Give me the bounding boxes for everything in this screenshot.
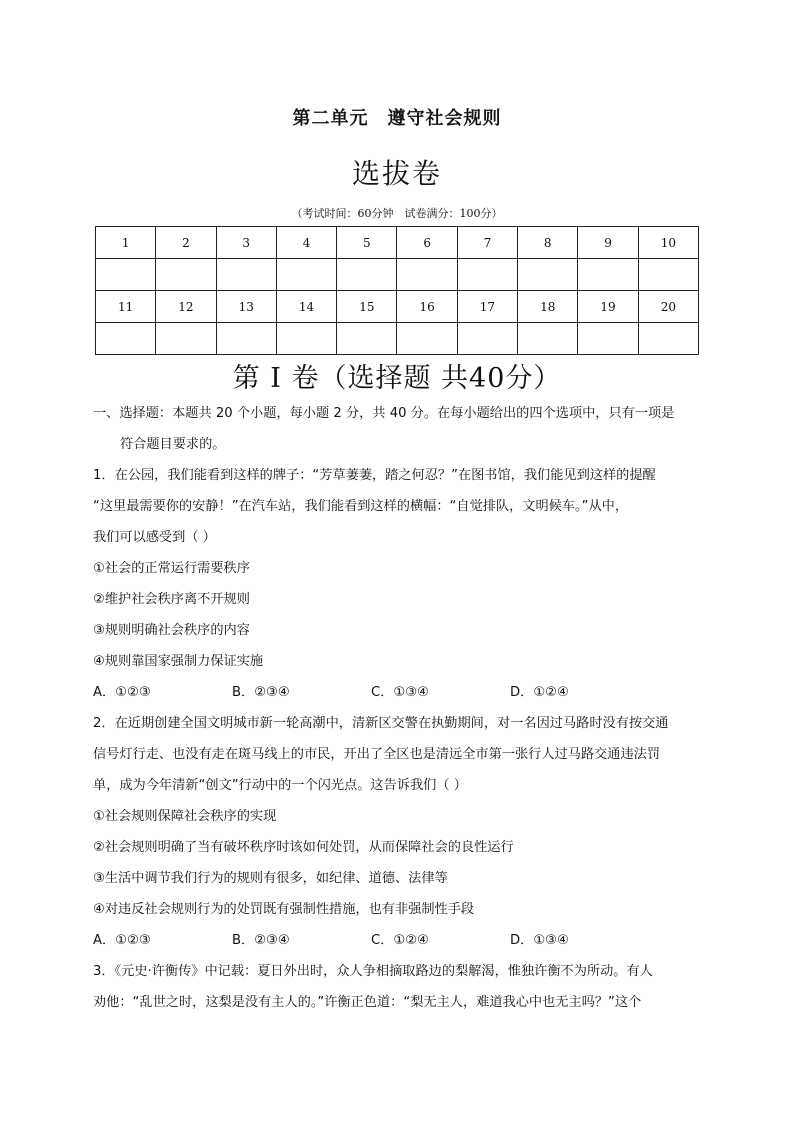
answer-grid (95, 226, 699, 355)
grid-number: 12 (156, 291, 216, 323)
statement-item: ②维护社会秩序离不开规则 (93, 592, 250, 607)
answer-cell (457, 323, 517, 355)
answer-choices (93, 677, 705, 708)
grid-number: 8 (518, 227, 578, 259)
choice-c: C．①②④ (371, 933, 429, 948)
answer-cell (397, 259, 457, 291)
answer-cell (638, 323, 698, 355)
grid-number: 15 (337, 291, 397, 323)
answer-cell (337, 259, 397, 291)
answer-cell (638, 259, 698, 291)
question-stem: 劝他：“乱世之时，这梨是没有主人的。”许衡正色道：“梨无主人，难道我心中也无主吗？”这个 (93, 995, 642, 1010)
answer-cell (276, 323, 336, 355)
answer-cell (518, 259, 578, 291)
question-1 (93, 460, 705, 708)
question-stem: 单，成为今年清新“创文”行动中的一个闪光点。这告诉我们（ ） (93, 778, 467, 793)
answer-grid-number-row (96, 291, 699, 323)
grid-number: 11 (96, 291, 156, 323)
question-2 (93, 708, 705, 956)
answer-choices (93, 925, 705, 956)
choice-b: B．②③④ (232, 685, 290, 700)
grid-number: 10 (638, 227, 698, 259)
paper-title: 选拔卷 (351, 157, 442, 190)
statement-item: ④对违反社会规则行为的处罚既有强制性措施，也有非强制性手段 (93, 902, 475, 917)
answer-grid-blank-row (96, 259, 699, 291)
answer-cell (156, 259, 216, 291)
section-title: 第 I 卷（选择题 共40分） (232, 363, 562, 394)
grid-number: 4 (276, 227, 336, 259)
answer-cell (276, 259, 336, 291)
choice-a: A．①②③ (93, 933, 151, 948)
answer-cell (518, 323, 578, 355)
grid-number: 18 (518, 291, 578, 323)
grid-number: 20 (638, 291, 698, 323)
answer-cell (216, 259, 276, 291)
grid-number: 2 (156, 227, 216, 259)
grid-number: 1 (96, 227, 156, 259)
grid-number: 9 (578, 227, 638, 259)
question-3 (93, 956, 705, 1018)
statement-item: ②社会规则明确了当有破坏秩序时该如何处罚，从而保障社会的良性运行 (93, 840, 514, 855)
statement-item: ③生活中调节我们行为的规则有很多，如纪律、道德、法律等 (93, 871, 448, 886)
statement-item: ③规则明确社会秩序的内容 (93, 623, 250, 638)
question-stem: “这里最需要你的安静！”在汽车站，我们能看到这样的横幅：“自觉排队，文明候车。”从中， (93, 499, 629, 514)
instruction-text: 一、选择题：本题共 20 个小题，每小题 2 分，共 40 分。在每小题给出的四个选项中，只有一项是 (93, 406, 675, 421)
grid-number: 19 (578, 291, 638, 323)
grid-number: 16 (397, 291, 457, 323)
answer-grid-number-row (96, 227, 699, 259)
question-stem: 2．在近期创建全国文明城市新一轮高潮中，清新区交警在执勤期间，对一名因过马路时没有按交通 (93, 716, 669, 731)
answer-cell (457, 259, 517, 291)
choice-d: D．①③④ (510, 933, 569, 948)
statement-item: ①社会的正常运行需要秩序 (93, 561, 250, 576)
grid-number: 5 (337, 227, 397, 259)
answer-cell (578, 259, 638, 291)
choice-a: A．①②③ (93, 685, 151, 700)
grid-number: 3 (216, 227, 276, 259)
choice-d: D．①②④ (510, 685, 569, 700)
exam-info: （考试时间：60分钟 试卷满分：100分） (291, 207, 503, 220)
answer-cell (96, 323, 156, 355)
statement-item: ①社会规则保障社会秩序的实现 (93, 809, 277, 824)
unit-title: 第二单元 遵守社会规则 (292, 108, 502, 129)
question-content (93, 398, 705, 1018)
answer-grid-blank-row (96, 323, 699, 355)
grid-number: 17 (457, 291, 517, 323)
grid-number: 13 (216, 291, 276, 323)
grid-number: 6 (397, 227, 457, 259)
grid-number: 14 (276, 291, 336, 323)
answer-cell (96, 259, 156, 291)
choice-c: C．①③④ (371, 685, 429, 700)
choice-b: B．②③④ (232, 933, 290, 948)
instruction-text: 符合题目要求的。 (120, 437, 226, 452)
grid-number: 7 (457, 227, 517, 259)
answer-cell (397, 323, 457, 355)
question-stem: 3．《元史·许衡传》中记载：夏日外出时，众人争相摘取路边的梨解渴，惟独许衡不为所动。有人 (93, 964, 653, 979)
answer-cell (578, 323, 638, 355)
answer-cell (216, 323, 276, 355)
question-stem: 信号灯行走、也没有走在斑马线上的市民，开出了全区也是清远全市第一张行人过马路交通违法罚 (93, 747, 661, 762)
question-stem: 我们可以感受到（ ） (93, 530, 216, 545)
answer-cell (337, 323, 397, 355)
answer-cell (156, 323, 216, 355)
question-stem: 1．在公园，我们能看到这样的牌子：“芳草萋萋，踏之何忍？”在图书馆，我们能见到这样的提醒 (93, 468, 656, 483)
statement-item: ④规则靠国家强制力保证实施 (93, 654, 264, 669)
